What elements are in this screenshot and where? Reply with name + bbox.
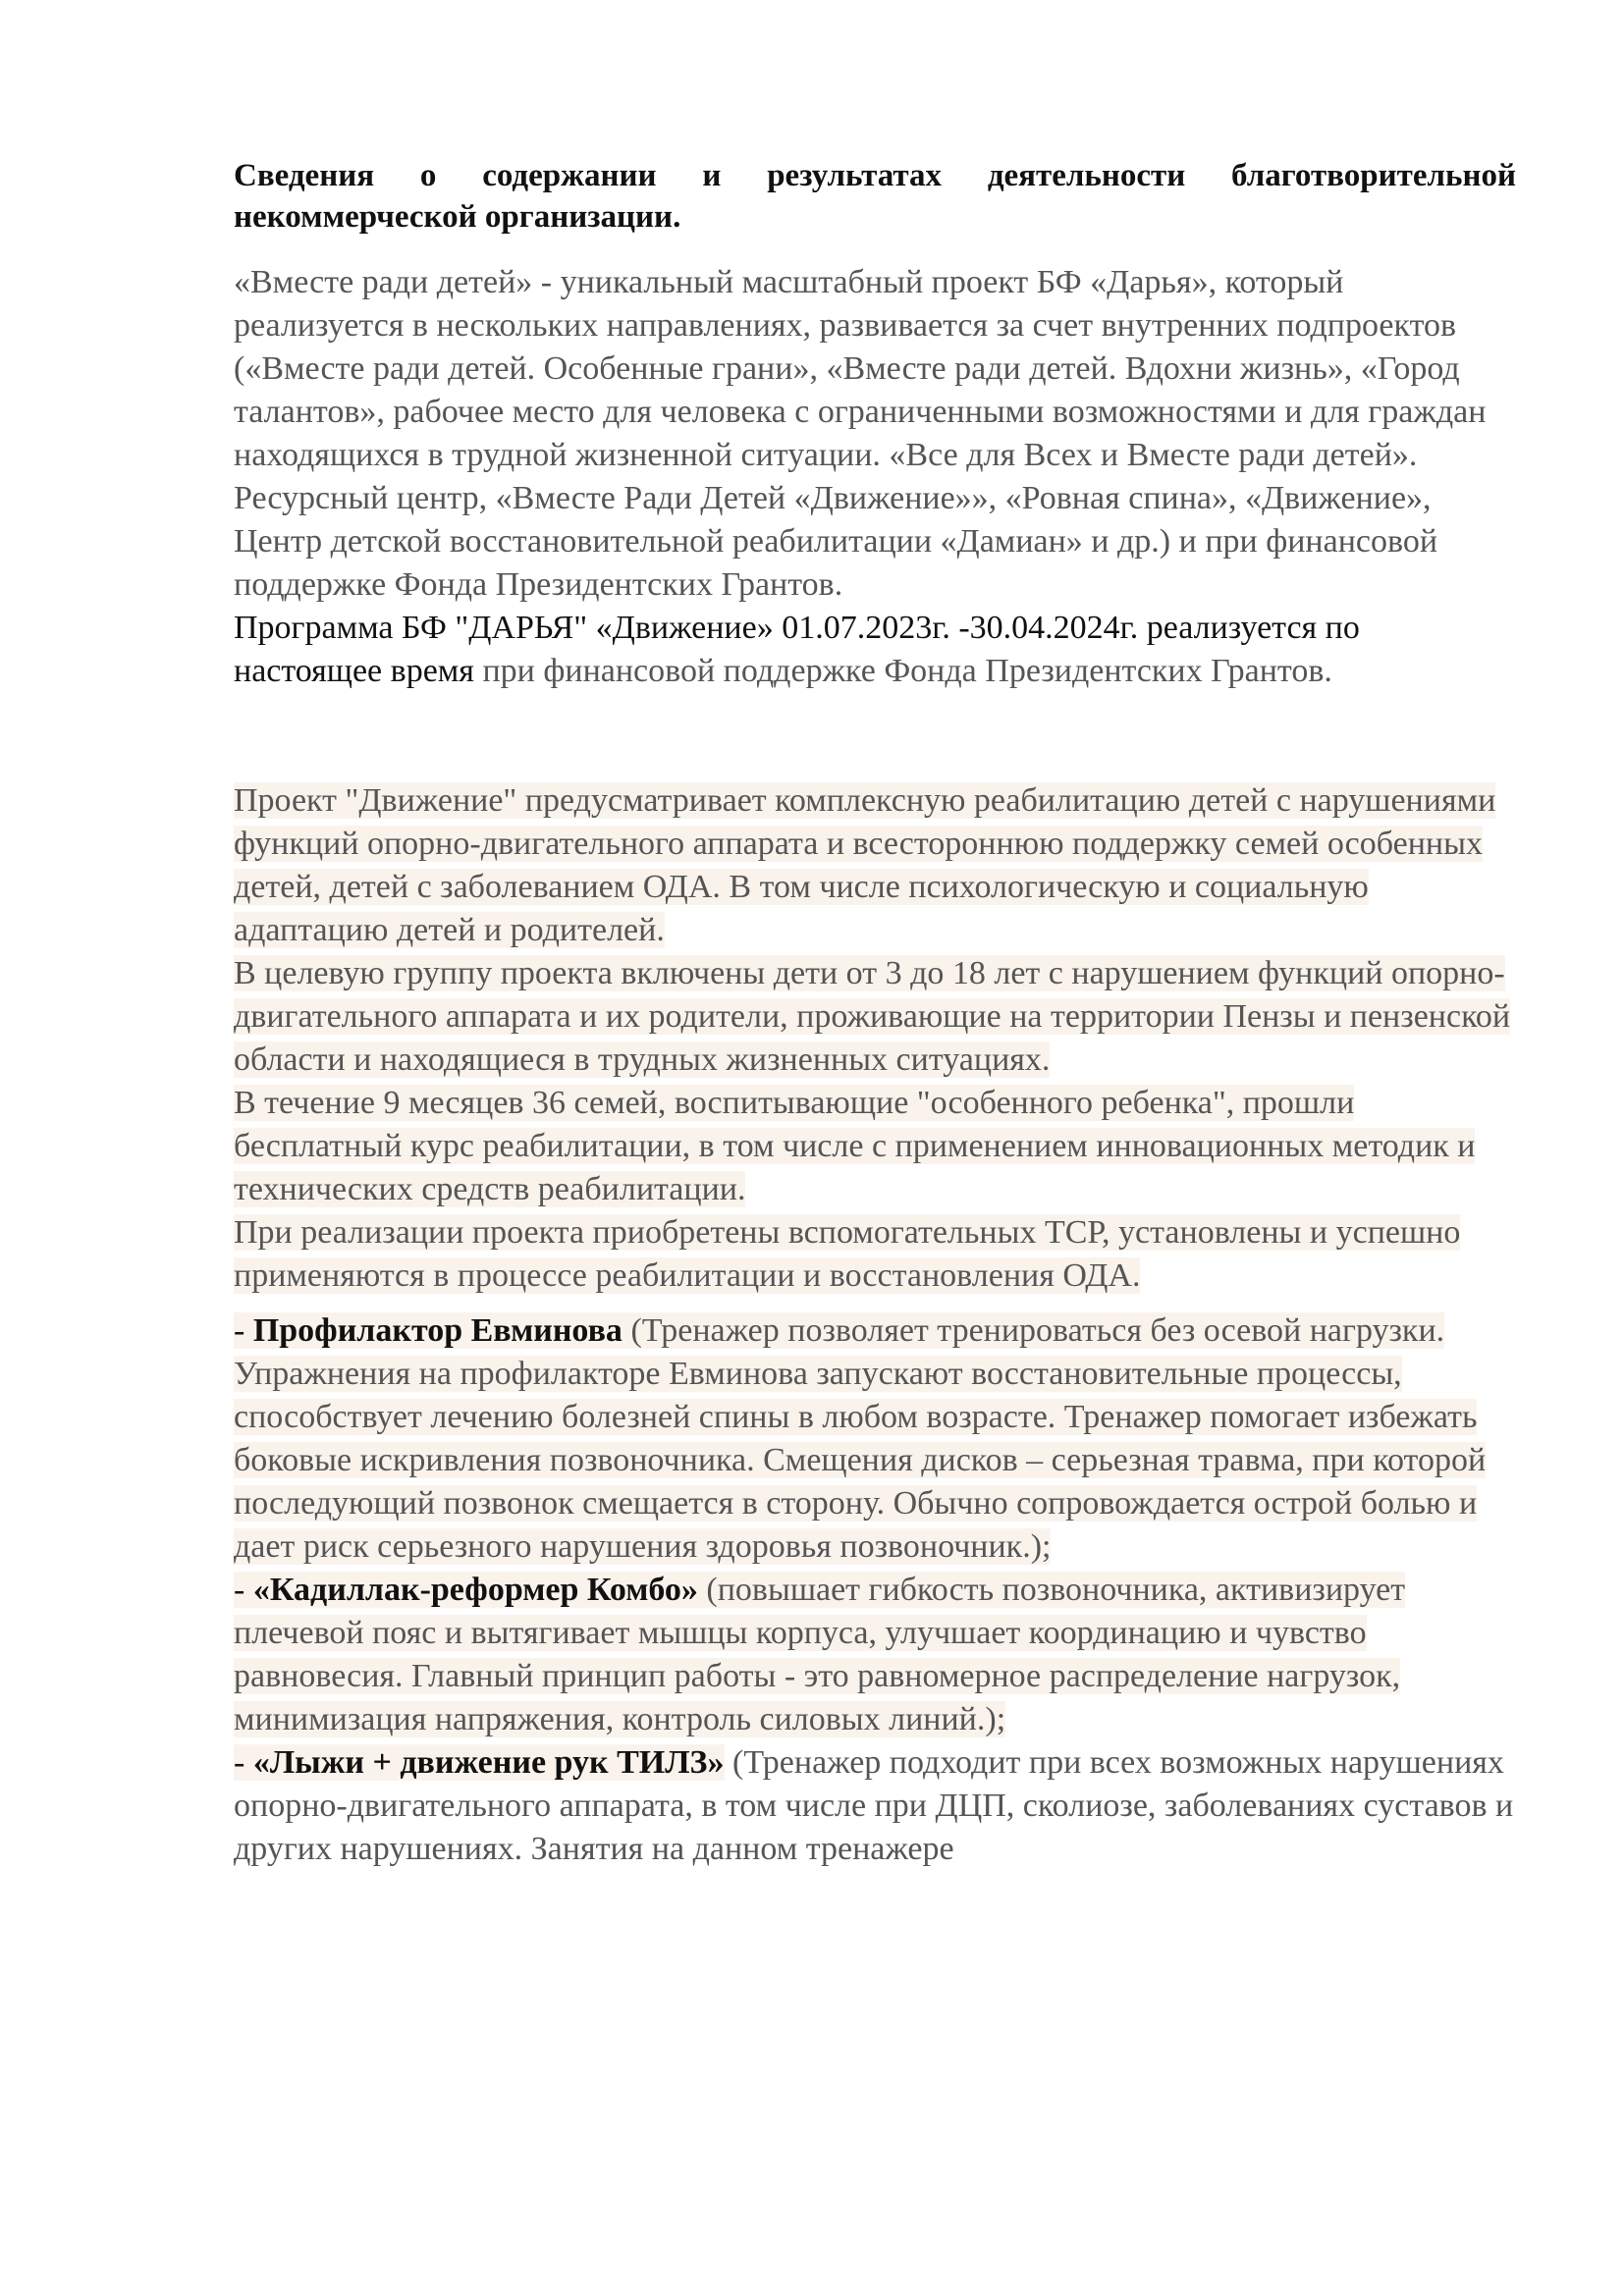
program-lead: Программа БФ "ДАРЬЯ" «Движение» 01.07.2023г. -30.04.2024г. реализуется по настоящее время [234,610,1360,689]
program-tail: при финансовой поддержке Фонда Президентских Грантов. [473,653,1332,689]
equipment-item [234,1741,1516,1871]
equipment-description: (Тренажер позволяет тренироваться без осевой нагрузки. Упражнения на профилакторе Евминова запускают восстановительные процессы, способствует лечению болезней спины в любом возрасте. Тренажер помогает избежать боковые искривления позвоночника. Смещения дисков – серьезная травма, при которой последующий позвонок смещается в сторону. Обычно сопровождается острой болью и дает риск серьезного нарушения здоровья позвоночник.); [234,1312,1487,1565]
equipment-name: «Кадиллак-реформер Комбо» [252,1572,698,1608]
equipment-item [234,1309,1516,1569]
project-text-2: В целевую группу проекта включены дети от 3 до 18 лет с нарушением функций опорно-двигательного аппарата и их родители, проживающие на территории Пензы и пензенской области и находящиеся в трудных жизненных ситуациях. [234,955,1511,1078]
document-content [234,155,1516,1871]
project-paragraph-1 [234,779,1516,952]
equipment-name: «Лыжи + движение рук ТИЛЗ» [252,1744,725,1781]
program-paragraph [234,607,1516,693]
project-paragraph-2 [234,952,1516,1082]
document-title: Сведения о содержании и результатах деятельности благотворительной некоммерческой организации. [234,158,1516,235]
equipment-description: (Тренажер подходит при всех возможных нарушениях опорно-двигательного аппарата, в том числе при ДЦП, сколиозе, заболеваниях суставов и других нарушениях. Занятия на данном тренажере [234,1744,1514,1867]
project-text-1: Проект "Движение" предусматривает комплексную реабилитацию детей с нарушениями функций опорно-двигательного аппарата и всестороннюю поддержку семей особенных детей, детей с заболеванием ОДА. В том числе психологическую и социальную адаптацию детей и родителей. [234,782,1496,948]
project-paragraph-4 [234,1211,1516,1298]
project-paragraph-3 [234,1082,1516,1211]
spacer [234,693,1516,779]
equipment-dash: - [234,1572,253,1608]
equipment-item [234,1569,1516,1741]
equipment-dash: - [234,1744,253,1781]
project-text-3: В течение 9 месяцев 36 семей, воспитывающие "особенного ребенка", прошли бесплатный курс реабилитации, в том числе с применением инновационных методик и технических средств реабилитации. [234,1085,1476,1207]
spacer [234,1298,1516,1309]
project-text-4: При реализации проекта приобретены вспомогательных ТСР, установлены и успешно применяются в процессе реабилитации и восстановления ОДА. [234,1214,1461,1294]
intro-text: «Вместе ради детей» - уникальный масштабный проект БФ «Дарья», который реализуется в нескольких направлениях, развивается за счет внутренних подпроектов («Вместе ради детей. Особенные грани», «Вместе ради детей. Вдохни жизнь», «Город талантов», рабочее место для человека с ограниченными возможностями и для граждан находящихся в трудной жизненной ситуации. «Все для Всех и Вместе ради детей». Ресурсный центр, «Вместе Ради Детей «Движение»», «Ровная спина», «Движение», Центр детской восстановительной реабилитации «Дамиан» и др.) и при финансовой поддержке Фонда Президентских Грантов. [234,264,1487,603]
equipment-description: (повышает гибкость позвоночника, активизирует плечевой пояс и вытягивает мышцы корпуса, улучшает координацию и чувство равновесия. Главный принцип работы - это равномерное распределение нагрузок, минимизация напряжения, контроль силовых линий.); [234,1572,1406,1737]
equipment-name: Профилактор Евминова [252,1312,623,1349]
equipment-dash: - [234,1312,253,1349]
intro-paragraph [234,261,1516,607]
